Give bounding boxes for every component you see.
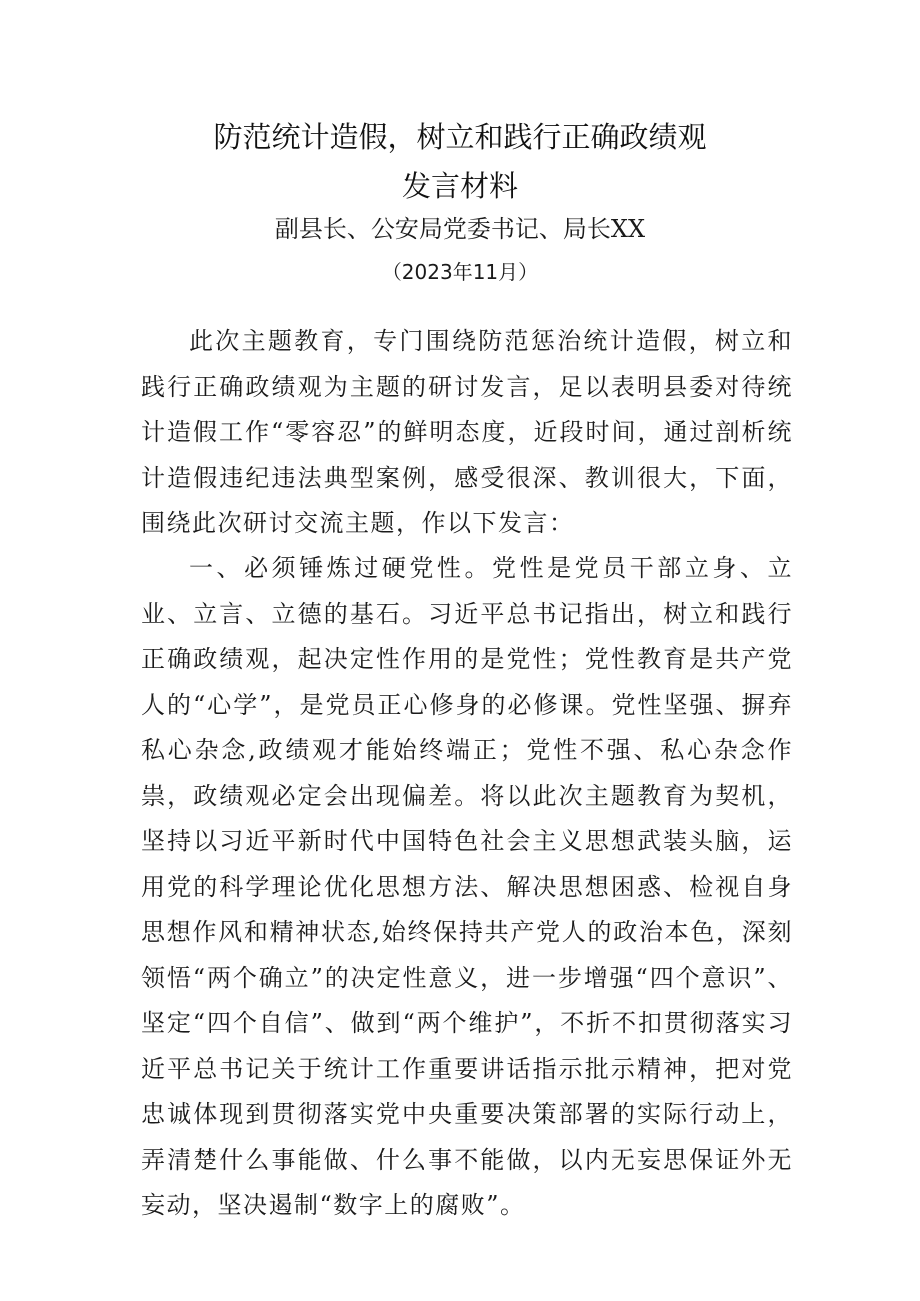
document-title-line2: 发言材料 — [401, 169, 518, 203]
body-paragraph-intro: 此次主题教育，专门围绕防范惩治统计造假，树立和践行正确政绩观为主题的研讨发言，足以表明县委对待统计造假工作“零容忍”的鲜明态度，近段时间，通过剖析统计造假违纪违法典型案例，感受很深、教训很大，下面，围绕此次研讨交流主题，作以下发言： — [141, 327, 793, 537]
document-title-line1: 防范统计造假，树立和践行正确政绩观 — [213, 120, 707, 154]
document-date: （2023年11月） — [381, 260, 539, 284]
document-author: 副县长、公安局党委书记、局长XX — [274, 215, 646, 243]
body-paragraph-section-one: 一、必须锤炼过硬党性。党性是党员干部立身、立业、立言、立德的基石。习近平总书记指出，树立和践行正确政绩观，起决定性作用的是党性；党性教育是共产党人的“心学”，是党员正心修身的必修课。党性坚强、摒弃私心杂念,政绩观才能始终端正；党性不强、私心杂念作祟，政绩观必定会出现偏差。将以此次主题教育为契机，坚持以习近平新时代中国特色社会主义思想武装头脑，运用党的科学理论优化思想方法、解决思想困惑、检视自身思想作风和精神状态,始终保持共产党人的政治本色，深刻领悟“两个确立”的决定性意义，进一步增强“四个意识”、坚定“四个自信”、做到“两个维护”，不折不扣贯彻落实习近平总书记关于统计工作重要讲话指示批示精神，把对党忠诚体现到贯彻落实党中央重要决策部署的实际行动上，弄清楚什么事能做、什么事不能做，以内无妄思保证外无妄动，坚决遏制“数字上的腐败”。 — [141, 554, 793, 1219]
